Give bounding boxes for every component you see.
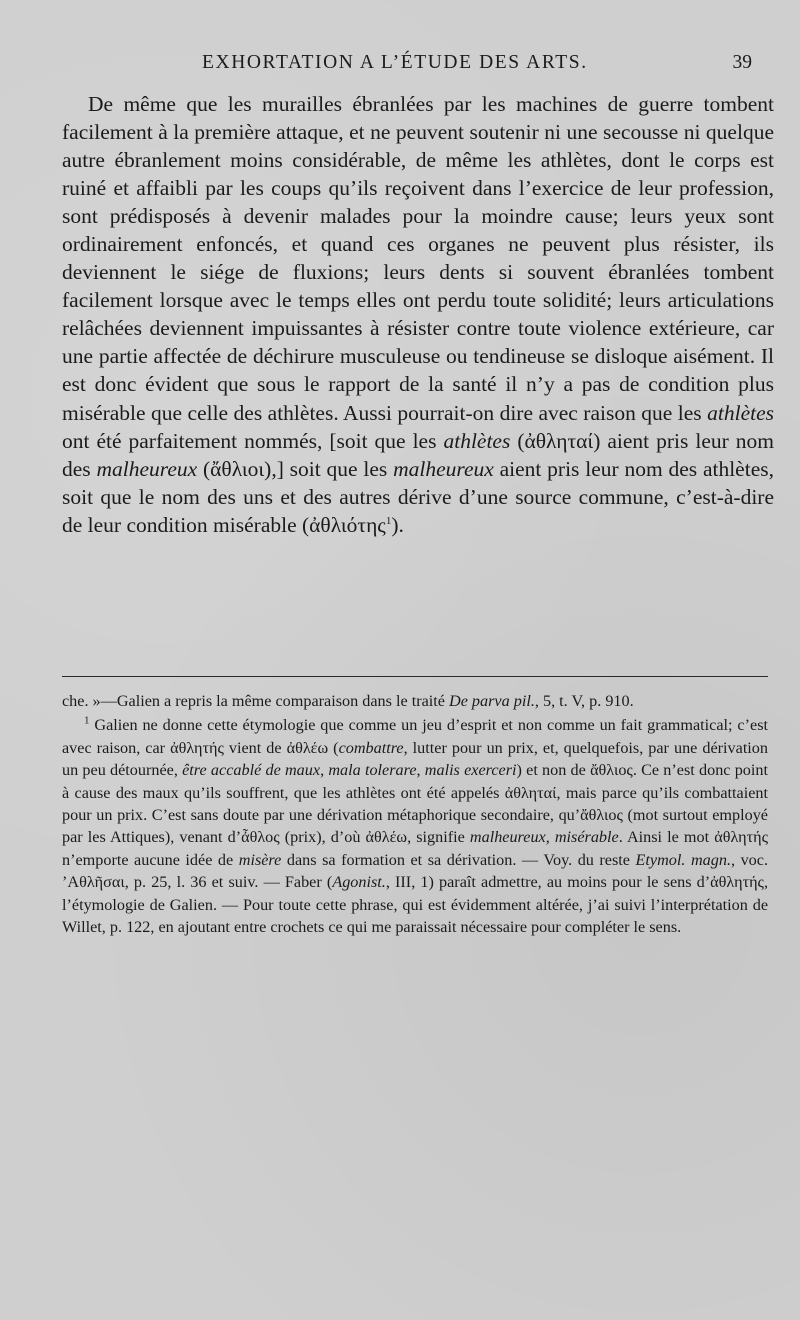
main-text-segment: aient pris leur nom des athlètes, soit que le nom des uns et des autres dérive d’une source commune, c’est-à-dire de leur condition misérable (ἀθλιότης [62, 456, 774, 537]
italic-term: malheureux [96, 456, 198, 481]
footnote-text-segment: . Ainsi le mot ἀθλητής n’emporte aucune idée de [62, 828, 769, 869]
main-text-segment: De même que les murailles ébranlées par les machines de guerre tombent facilement à la première attaque, et ne peuvent soutenir ni une secousse ni quelque autre ébranlement moins considérable, de même les athlètes, dont le corps est ruiné et affaibli par les coups qu’ils reçoivent dans l’exercice de leur profession, sont prédisposés à devenir malades pour la moindre cause; leurs yeux sont ordinairement enfoncés, et quand ces organes ne peuvent plus résister, ils deviennent le siége de fluxions; leurs dents si souvent ébranlées tombent facilement lorsque avec le temps elles ont perdu toute solidité; leurs articulations relâchées deviennent impuissantes à résister contre toute violence extérieure, car une partie affectée de déchirure musculeuse ou tendineuse se disloque aisément. Il est donc évident que sous le rapport de la santé il n’y a pas de condition plus misérable que celle des athlètes. Aussi pourrait-on dire avec raison que les [62, 92, 774, 425]
main-text-segment: (ἄθλιοι),] soit que les [197, 456, 394, 481]
italic-term: malheureux [393, 456, 494, 481]
italic-term: athlètes [707, 400, 774, 425]
footnote-text-segment: , 5, t. V, p. 910. [534, 692, 634, 710]
footnote-italic: De parva pil. [449, 692, 535, 710]
footnote-reference: 1 [385, 514, 392, 527]
page-number: 39 [732, 52, 752, 73]
footnote-italic: combattre [338, 738, 404, 757]
footnote-text-segment: ) et non de ἄθλιος. Ce n’est donc point à cause des maux qu’ils souffrent, que les athlètes ont été appelés ἀθληταί, mais parce qu’ils combattaient pour un prix. C’est sans doute par une dérivation métaphorique secondaire, qu’ἄθλιος (mot surtout employé par les Attiques), venant d’ἆθλος (prix), d’où ἀθλέω, signifie [62, 761, 768, 847]
footnote-italic: misère [238, 850, 282, 869]
footnote-marker: 1 [84, 715, 90, 728]
footnote-text-segment: , [320, 761, 329, 780]
footnote-text-segment: Galien ne donne cette étymologie que comme un jeu d’esprit et non comme un fait grammatical; c’est avec raison, car ἀθλητής vient de ἀθλέω ( [62, 716, 768, 757]
main-text-segment: ont été parfaitement nommés, [soit que les [62, 428, 444, 453]
main-text-segment: ). [391, 512, 404, 537]
footnote-italic: être accablé de maux [182, 761, 321, 780]
main-paragraph [62, 90, 774, 539]
running-title: EXHORTATION A L’ÉTUDE DES ARTS. [202, 52, 588, 73]
footnote-text-segment: dans sa formation et sa dérivation. — Voy. du reste [281, 850, 636, 869]
footnote-italic: malis exerceri [424, 761, 517, 780]
footnote-italic: Etymol. magn. [635, 850, 731, 869]
footnote-text-segment: , lutter pour un prix, et, quelquefois, par une dérivation un peu détournée, [62, 738, 768, 780]
footnote-continuation [62, 690, 768, 712]
footnote-italic: Agonist. [332, 873, 386, 892]
footnote-text-segment: , III, 1) paraît admettre, au moins pour le sens d’ἀθλητής, l’étymologie de Galien. — Pour toute cette phrase, qui est évidemment altérée, j’ai suivi l’interprétation de Willet, p. 122, en ajoutant entre crochets ce qui me paraissait nécessaire pour compléter le sens. [62, 873, 768, 937]
running-head [62, 52, 752, 82]
footnote-separator-rule [62, 676, 768, 677]
footnote-italic: malheureux, misérable [469, 828, 619, 847]
footnotes [62, 690, 768, 938]
footnote-text-segment: che. »—Galien a repris la même comparaison dans le traité [62, 692, 449, 710]
footnote-1 [62, 714, 768, 938]
italic-term: athlètes [443, 428, 511, 453]
main-text-segment: (ἀθληταί) aient pris leur nom des [62, 428, 775, 481]
footnote-text-segment: , voc. ’Αθλῆσαι, p. 25, l. 36 et suiv. — Faber ( [62, 850, 769, 892]
footnote-text-segment: , [416, 761, 425, 780]
footnote-italic: mala tolerare [328, 761, 417, 780]
